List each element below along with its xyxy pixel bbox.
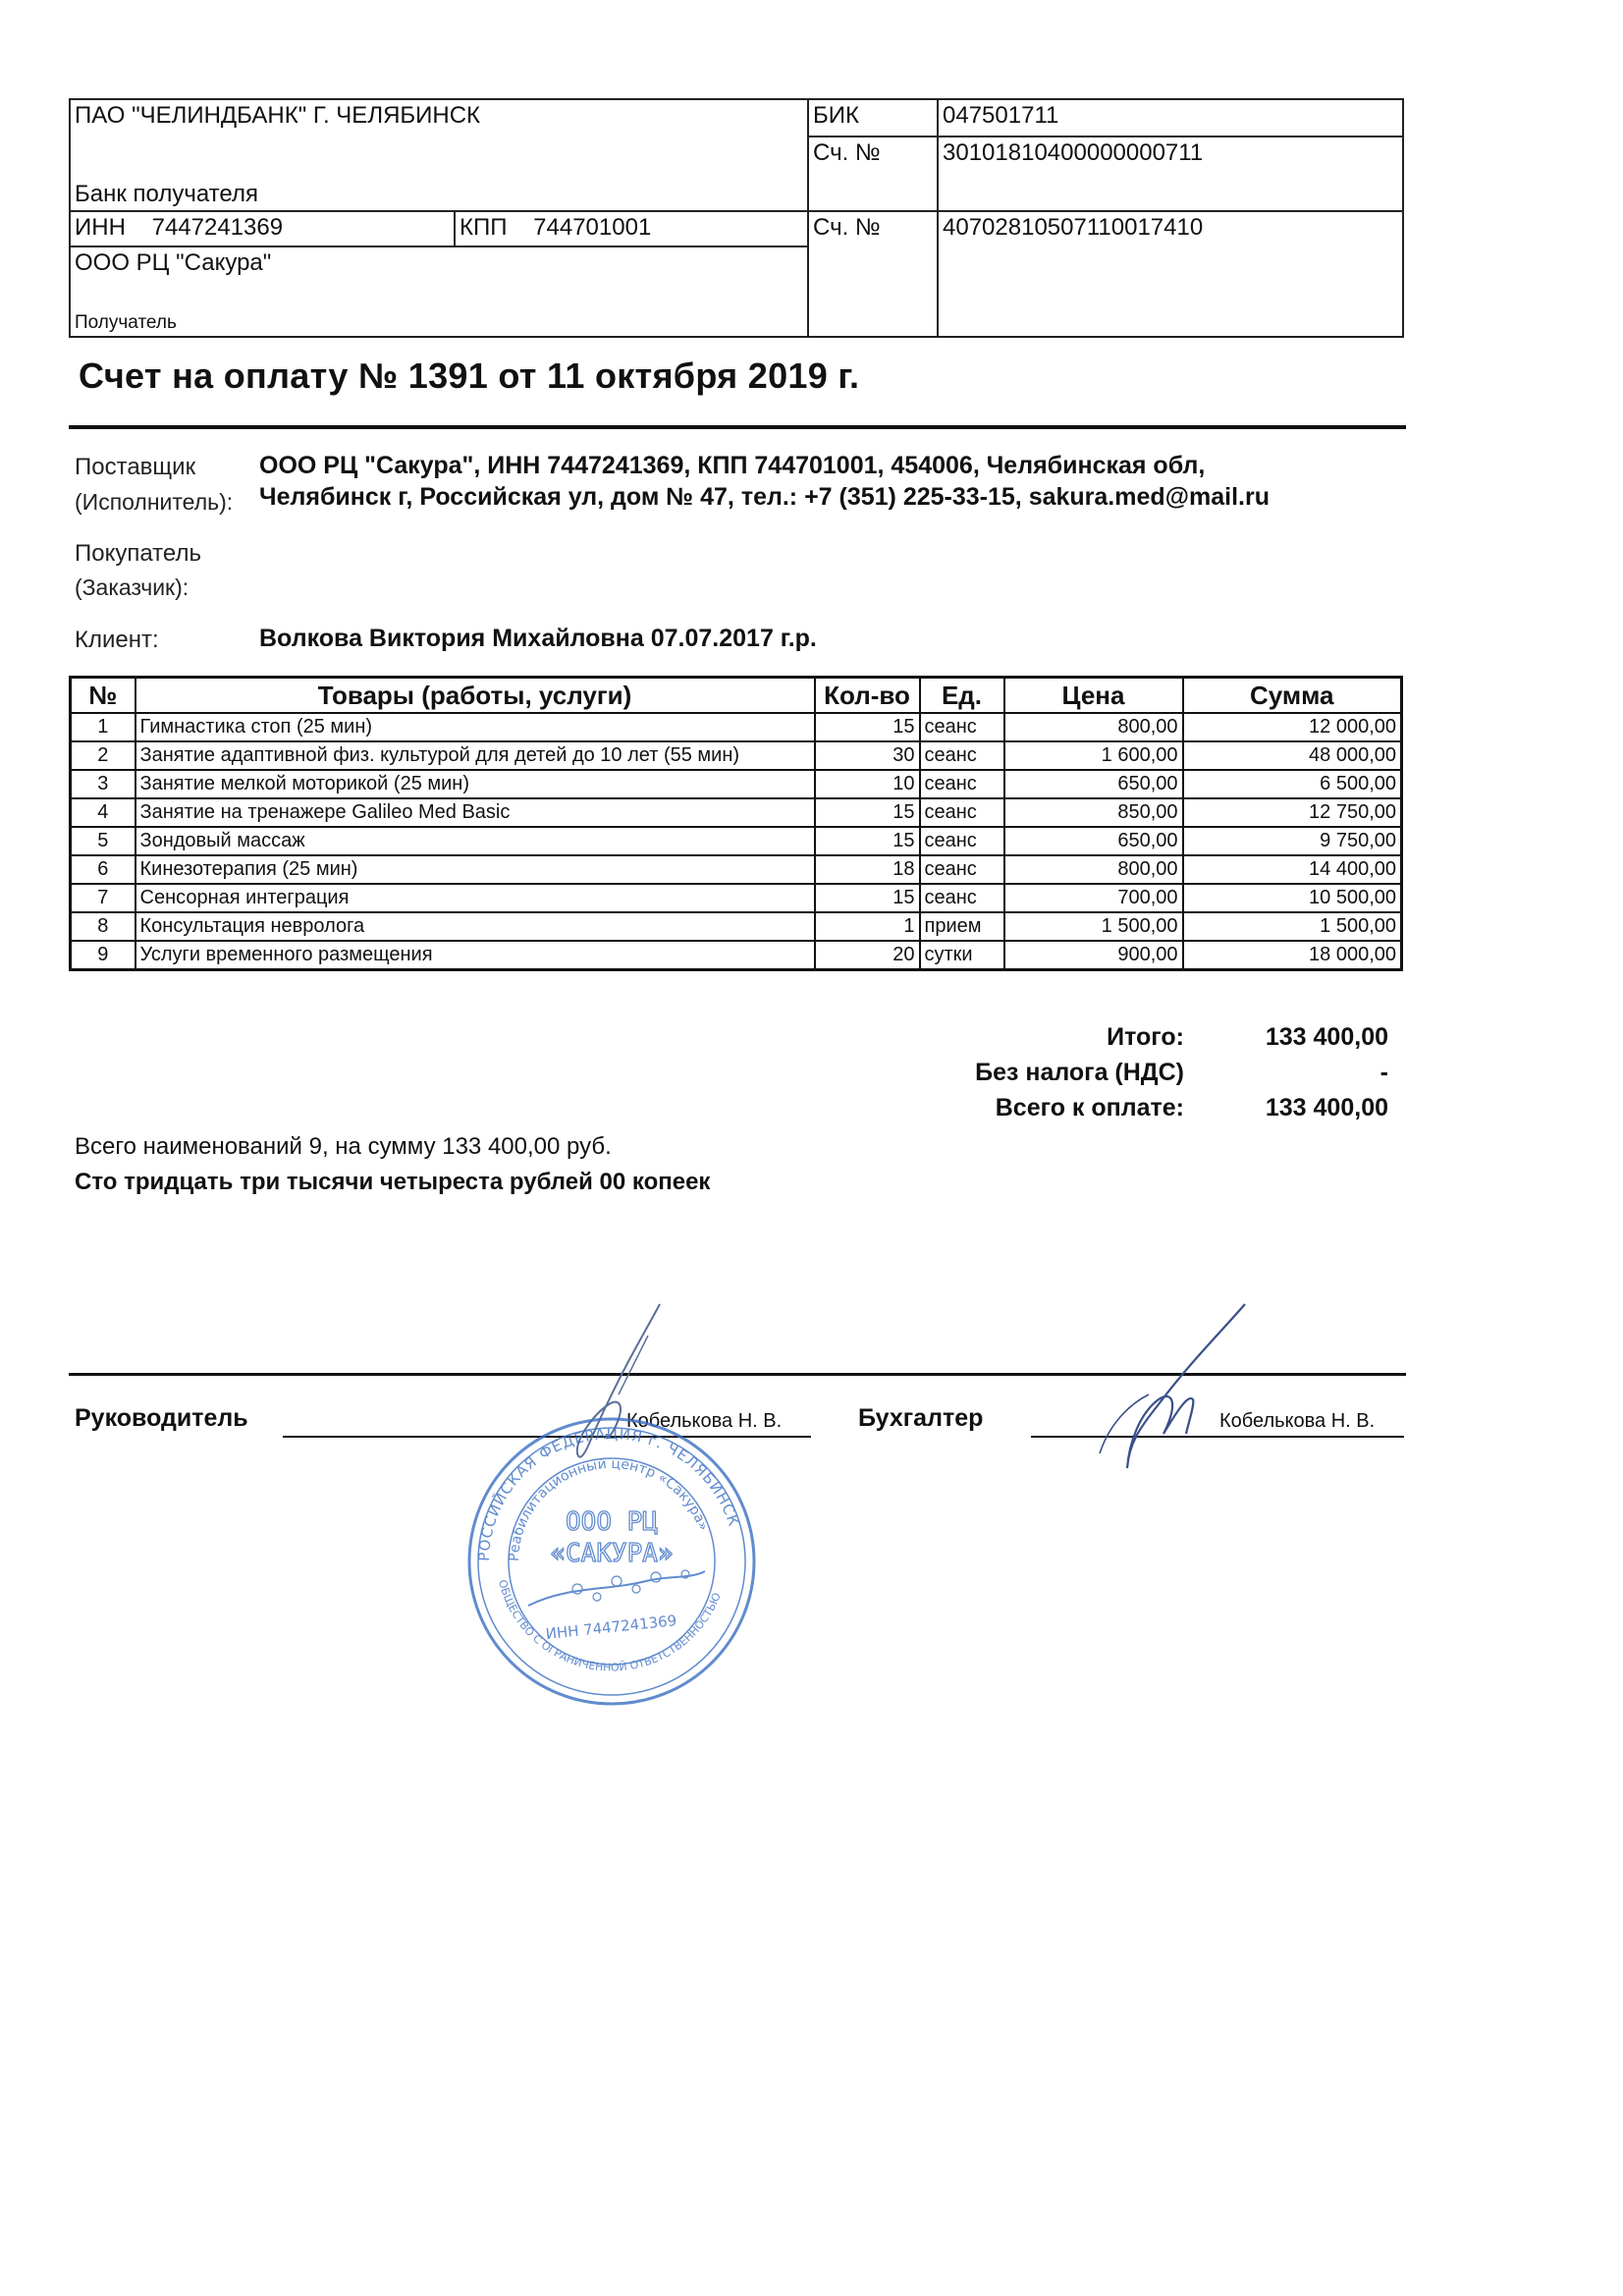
inn-cell [70,211,455,246]
account-label: Сч. № [808,211,938,337]
row-price: 700,00 [1004,884,1183,912]
recipient-caption: Получатель [75,312,177,333]
col-header-number: № [71,678,135,714]
tax-value: - [1380,1059,1388,1086]
total-value: 133 400,00 [1265,1023,1388,1051]
row-sum: 1 500,00 [1183,912,1402,941]
table-row [71,941,1402,970]
stamp-blossom-icon [572,1570,689,1601]
row-qty: 1 [815,912,920,941]
row-qty: 30 [815,741,920,770]
stamp-inner-text: Реабилитационный центр «Сакура» [506,1455,712,1562]
table-row [71,912,1402,941]
account-value: 40702810507110017410 [938,211,1403,337]
head-name: Кобелькова Н. В. [626,1410,783,1432]
inn-value: 7447241369 [151,214,284,241]
kpp-label: КПП [460,214,508,241]
row-sum: 48 000,00 [1183,741,1402,770]
row-goods: Зондовый массаж [135,827,815,855]
summary-words: Сто тридцать три тысячи четыреста рублей 00 копеек [75,1169,711,1195]
row-unit: сеанс [920,827,1004,855]
row-qty: 18 [815,855,920,884]
col-header-unit: Ед. [920,678,1004,714]
row-unit: сеанс [920,798,1004,827]
row-goods: Занятие мелкой моторикой (25 мин) [135,770,815,798]
bank-name: ПАО "ЧЕЛИНДБАНК" Г. ЧЕЛЯБИНСК [75,102,481,129]
row-number: 5 [71,827,135,855]
row-number: 9 [71,941,135,970]
accountant-label: Бухгалтер [858,1404,984,1432]
row-price: 850,00 [1004,798,1183,827]
pay-value: 133 400,00 [1265,1094,1388,1121]
row-goods: Консультация невролога [135,912,815,941]
row-unit: сеанс [920,741,1004,770]
head-label: Руководитель [75,1404,248,1432]
inn-label: ИНН [75,214,126,241]
table-row [71,855,1402,884]
corr-account-label: Сч. № [808,137,938,211]
row-number: 4 [71,798,135,827]
row-goods: Гимнастика стоп (25 мин) [135,713,815,741]
supplier-line-2: Челябинск г, Российская ул, дом № 47, тел.: +7 (351) 225-33-15, sakura.med@mail.ru [259,483,1271,511]
row-goods: Сенсорная интеграция [135,884,815,912]
row-number: 8 [71,912,135,941]
bank-details-table [69,98,1404,338]
row-qty: 20 [815,941,920,970]
stamp-center-line-2: «САКУРА» [550,1539,674,1568]
row-goods: Кинезотерапия (25 мин) [135,855,815,884]
row-price: 1 600,00 [1004,741,1183,770]
table-row [71,884,1402,912]
items-table [69,676,1403,971]
col-header-goods: Товары (работы, услуги) [135,678,815,714]
row-price: 1 500,00 [1004,912,1183,941]
row-number: 3 [71,770,135,798]
row-number: 7 [71,884,135,912]
recipient-cell [70,246,808,337]
row-unit: сеанс [920,884,1004,912]
row-unit: сеанс [920,713,1004,741]
table-row [71,713,1402,741]
client-label: Клиент: [75,627,159,653]
row-sum: 12 000,00 [1183,713,1402,741]
row-sum: 6 500,00 [1183,770,1402,798]
buyer-label: Покупатель [75,540,201,567]
row-unit: сеанс [920,770,1004,798]
accountant-signature [1070,1296,1257,1483]
corr-account-value: 30101810400000000711 [938,137,1403,211]
row-qty: 10 [815,770,920,798]
row-qty: 15 [815,827,920,855]
kpp-value: 744701001 [533,214,652,241]
table-row [71,827,1402,855]
row-sum: 10 500,00 [1183,884,1402,912]
row-price: 800,00 [1004,855,1183,884]
row-number: 1 [71,713,135,741]
invoice-title: Счет на оплату № 1391 от 11 октября 2019 г. [79,355,860,396]
row-price: 650,00 [1004,827,1183,855]
row-sum: 9 750,00 [1183,827,1402,855]
kpp-cell [455,211,808,246]
row-goods: Занятие адаптивной физ. культурой для детей до 10 лет (55 мин) [135,741,815,770]
stamp-bottom-text: ОБЩЕСТВО С ОГРАНИЧЕННОЙ ОТВЕТСТВЕННОСТЬЮ [496,1578,724,1674]
row-qty: 15 [815,713,920,741]
row-unit: прием [920,912,1004,941]
supplier-line-1: ООО РЦ "Сакура", ИНН 7447241369, КПП 744701001, 454006, Челябинская обл, [259,452,1206,479]
accountant-name: Кобелькова Н. В. [1219,1410,1376,1432]
summary-count: Всего наименований 9, на сумму 133 400,00 руб. [75,1133,612,1160]
table-row [71,770,1402,798]
stamp-inn: ИНН 7447241369 [544,1612,678,1643]
col-header-price: Цена [1004,678,1183,714]
bank-caption: Банк получателя [70,179,808,211]
recipient-name: ООО РЦ "Сакура" [75,249,272,276]
row-sum: 12 750,00 [1183,798,1402,827]
row-goods: Занятие на тренажере Galileo Med Basic [135,798,815,827]
row-qty: 15 [815,884,920,912]
title-divider [69,425,1406,429]
company-stamp [460,1414,764,1709]
row-number: 2 [71,741,135,770]
row-number: 6 [71,855,135,884]
supplier-label: Поставщик [75,454,196,480]
row-price: 900,00 [1004,941,1183,970]
row-price: 800,00 [1004,713,1183,741]
row-unit: сутки [920,941,1004,970]
row-price: 650,00 [1004,770,1183,798]
bank-name-cell [70,99,808,179]
supplier-label-2: (Исполнитель): [75,489,234,515]
col-header-qty: Кол-во [815,678,920,714]
stamp-outer-text: РОССИЙСКАЯ ФЕДЕРАЦИЯ г. ЧЕЛЯБИНСК [474,1424,743,1562]
buyer-label-2: (Заказчик): [75,574,189,600]
stamp-center-line-1: ООО РЦ [566,1507,658,1537]
row-sum: 14 400,00 [1183,855,1402,884]
row-unit: сеанс [920,855,1004,884]
bik-label: БИК [808,99,938,137]
table-row [71,798,1402,827]
tax-label: Без налога (НДС) [975,1059,1184,1086]
total-label: Итого: [1107,1023,1184,1051]
table-header-row [71,678,1402,714]
row-sum: 18 000,00 [1183,941,1402,970]
col-header-sum: Сумма [1183,678,1402,714]
table-row [71,741,1402,770]
client-value: Волкова Виктория Михайловна 07.07.2017 г.р. [259,625,817,652]
bik-value: 047501711 [938,99,1403,137]
pay-label: Всего к оплате: [995,1094,1184,1121]
row-goods: Услуги временного размещения [135,941,815,970]
row-qty: 15 [815,798,920,827]
